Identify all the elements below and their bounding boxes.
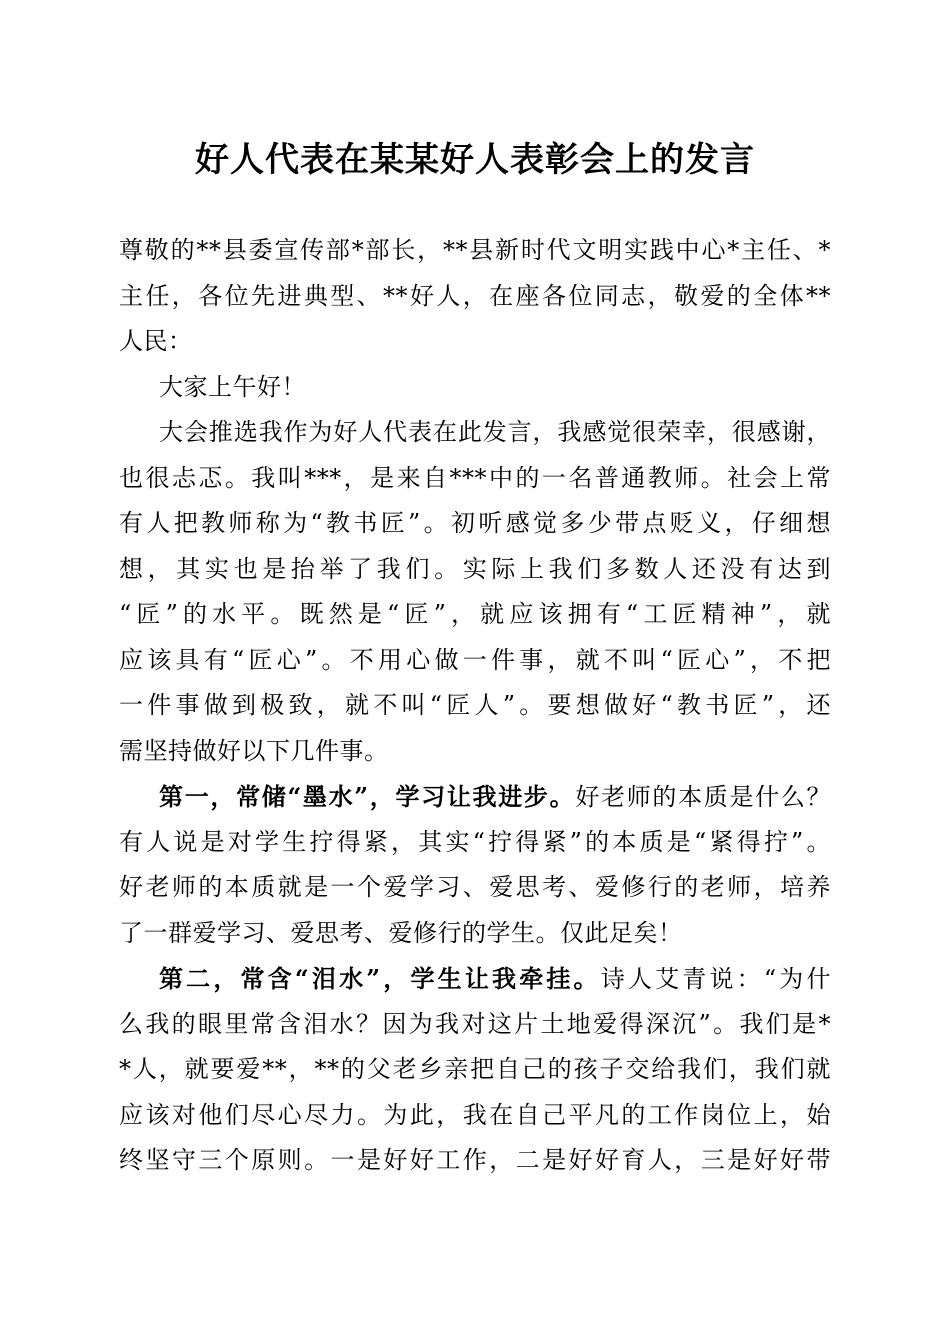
document-body — [119, 228, 831, 1184]
text-line: 尊敬的**县委宣传部*部长，**县新时代文明实践中心*主任、* — [119, 236, 831, 264]
text-line: 人民： — [119, 327, 193, 355]
text-line: 也很忐忑。我叫***，是来自***中的一名普通教师。社会上常 — [119, 463, 831, 492]
salutation-paragraph — [119, 228, 831, 365]
document-title: 好人代表在某某好人表彰会上的发言 — [195, 140, 755, 180]
text-line: “匠”的水平。既然是“匠”，就应该拥有“工匠精神”，就 — [119, 600, 831, 628]
point-heading: 第一，常储“墨水”，学习让我进步。 — [159, 782, 576, 811]
point-two-paragraph — [119, 956, 831, 1184]
text-line: 应该对他们尽心尽力。为此，我在自己平凡的工作岗位上，始 — [119, 1100, 831, 1129]
text-line: 了一群爱学习、爱思考、爱修行的学生。仅此足矣！ — [119, 918, 683, 947]
text-line: 么我的眼里常含泪水？因为我对这片土地爱得深沉”。我们是* — [119, 1009, 831, 1038]
text-line: 好老师的本质就是一个爱学习、爱思考、爱修行的老师，培养 — [119, 873, 831, 901]
greeting-paragraph — [119, 365, 831, 411]
point-one-paragraph — [119, 774, 831, 956]
text-line: 终坚守三个原则。一是好好工作，二是好好育人，三是好好带 — [119, 1146, 831, 1174]
text-line: 大家上午好！ — [159, 372, 306, 401]
intro-paragraph — [119, 410, 831, 774]
text-line: 有人说是对学生拧得紧，其实“拧得紧”的本质是“紧得拧”。 — [119, 827, 831, 856]
point-text: 诗人艾青说：“为什 — [600, 965, 831, 993]
text-line: *人，就要爱**，**的父老乡亲把自己的孩子交给我们，我们就 — [119, 1055, 831, 1083]
text-line — [119, 774, 831, 820]
text-line: 大会推选我作为好人代表在此发言，我感觉很荣幸，很感谢， — [159, 418, 831, 446]
text-line: 应该具有“匠心”。不用心做一件事，就不叫“匠心”，不把 — [119, 645, 831, 674]
text-line — [119, 956, 831, 1002]
text-line: 主任，各位先进典型、**好人，在座各位同志，敬爱的全体** — [119, 281, 831, 310]
text-line: 需坚持做好以下几件事。 — [119, 736, 389, 765]
text-line: 想，其实也是抬举了我们。实际上我们多数人还没有达到 — [119, 554, 831, 583]
point-text: 好老师的本质是什么？ — [575, 783, 831, 811]
point-heading: 第二，常含“泪水”，学生让我牵挂。 — [159, 964, 601, 993]
text-line: 一件事做到极致，就不叫“匠人”。要想做好“教书匠”，还 — [119, 691, 831, 719]
text-line: 有人把教师称为“教书匠”。初听感觉多少带点贬义，仔细想 — [119, 509, 831, 537]
